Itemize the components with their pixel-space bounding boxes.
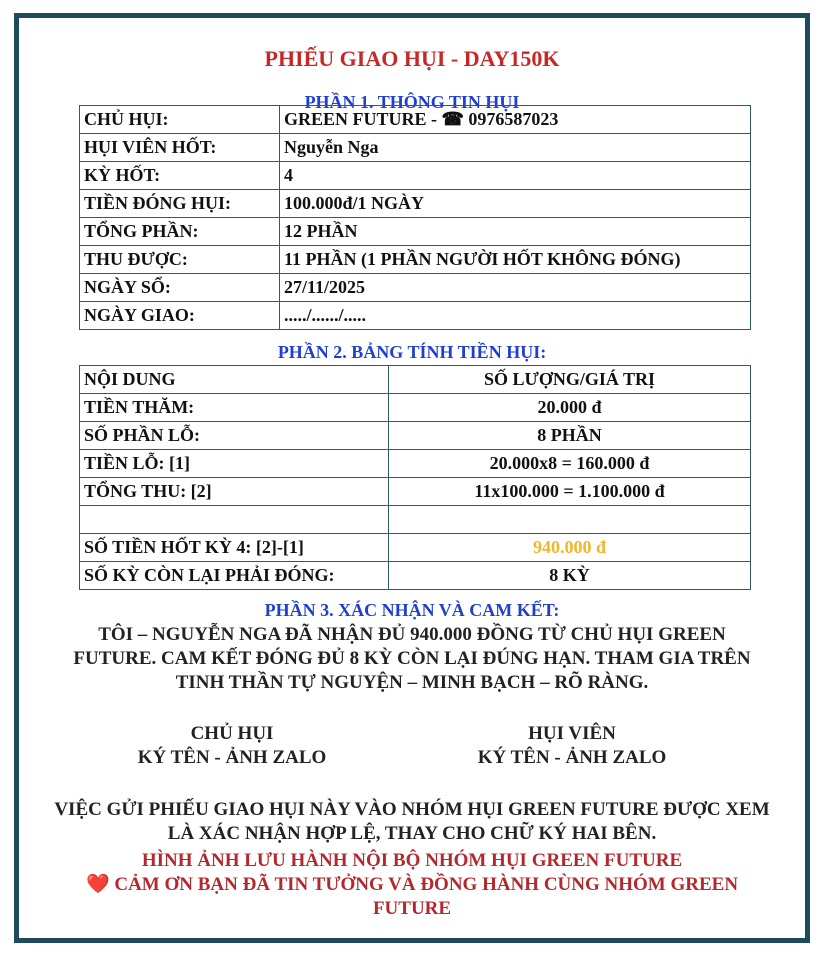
- info-value: Nguyễn Nga: [280, 134, 751, 162]
- table-row: [80, 394, 751, 422]
- info-value: ...../....../.....: [280, 302, 751, 330]
- footer-internal-use: HÌNH ẢNH LƯU HÀNH NỘI BỘ NHÓM HỤI GREEN FUTURE: [141, 850, 683, 871]
- info-label: NGÀY SỔ:: [80, 274, 280, 302]
- calc-value: 20.000x8 = 160.000 đ: [389, 450, 751, 478]
- column-header-content: NỘI DUNG: [80, 366, 389, 394]
- member-signature-block: [422, 722, 722, 770]
- calc-label: SỐ KỲ CÒN LẠI PHẢI ĐÓNG:: [80, 562, 389, 590]
- info-value: 27/11/2025: [280, 274, 751, 302]
- document-frame: [14, 13, 810, 943]
- table-row: [80, 134, 751, 162]
- info-label: NGÀY GIAO:: [80, 302, 280, 330]
- calc-value: 8 KỲ: [389, 562, 751, 590]
- owner-role: CHỦ HỤI: [190, 723, 274, 744]
- info-value: 4: [280, 162, 751, 190]
- info-label: THU ĐƯỢC:: [80, 246, 280, 274]
- member-sign-label: KÝ TÊN - ẢNH ZALO: [477, 747, 667, 768]
- owner-sign-label: KÝ TÊN - ẢNH ZALO: [137, 747, 327, 768]
- document-title: PHIẾU GIAO HỤI - DAY150K: [264, 46, 560, 71]
- confirmation-text: TÔI – NGUYỄN NGA ĐÃ NHẬN ĐỦ 940.000 ĐỒNG TỪ CHỦ HỤI GREEN FUTURE. CAM KẾT ĐÓNG ĐỦ 8 KỲ CÒN LẠI ĐÚNG HẠN. THAM GIA TRÊN TINH THẦN TỰ NGUYỆN – MINH BẠCH – RÕ RÀNG.: [73, 624, 751, 693]
- footer: [49, 849, 775, 921]
- calc-label: SỐ TIỀN HỐT KỲ 4: [2]-[1]: [80, 534, 389, 562]
- table-row-empty: [80, 506, 751, 534]
- info-value: 100.000đ/1 NGÀY: [280, 190, 751, 218]
- section1-heading: PHẦN 1. THÔNG TIN HỤI: [304, 92, 520, 112]
- payout-amount: 940.000 đ: [389, 534, 751, 562]
- table-row: [80, 534, 751, 562]
- table-row: [80, 246, 751, 274]
- info-label: CHỦ HỤI:: [80, 106, 280, 134]
- calc-label: TIỀN LỖ: [1]: [80, 450, 389, 478]
- calc-value: 8 PHẦN: [389, 422, 751, 450]
- info-label: HỤI VIÊN HỐT:: [80, 134, 280, 162]
- table-header-row: [80, 366, 751, 394]
- table-row: [80, 218, 751, 246]
- calc-label: TỔNG THU: [2]: [80, 478, 389, 506]
- calc-value: 11x100.000 = 1.100.000 đ: [389, 478, 751, 506]
- calc-label: [80, 506, 389, 534]
- table-row: [80, 478, 751, 506]
- table-row: [80, 422, 751, 450]
- info-value: 12 PHẦN: [280, 218, 751, 246]
- table-row: [80, 562, 751, 590]
- table-row: [80, 162, 751, 190]
- member-role: HỤI VIÊN: [528, 723, 616, 744]
- info-label: TỔNG PHẦN:: [80, 218, 280, 246]
- calc-value: 20.000 đ: [389, 394, 751, 422]
- info-label: KỲ HỐT:: [80, 162, 280, 190]
- calc-label: TIỀN THĂM:: [80, 394, 389, 422]
- calc-label: SỐ PHẦN LỖ:: [80, 422, 389, 450]
- info-table: [79, 105, 751, 330]
- section3-heading: PHẦN 3. XÁC NHẬN VÀ CAM KẾT:: [264, 600, 560, 620]
- footer-thanks: ❤️ CẢM ƠN BẠN ĐÃ TIN TƯỞNG VÀ ĐỒNG HÀNH CÙNG NHÓM GREEN FUTURE: [85, 874, 739, 919]
- table-row: [80, 302, 751, 330]
- table-row: [80, 106, 751, 134]
- calc-value: [389, 506, 751, 534]
- validity-note: VIỆC GỬI PHIẾU GIAO HỤI NÀY VÀO NHÓM HỤI GREEN FUTURE ĐƯỢC XEM LÀ XÁC NHẬN HỢP LỆ, THAY CHO CHỮ KÝ HAI BÊN.: [54, 799, 770, 844]
- info-value: 11 PHẦN (1 PHẦN NGƯỜI HỐT KHÔNG ĐÓNG): [280, 246, 751, 274]
- info-value: GREEN FUTURE - ☎ 0976587023: [280, 106, 751, 134]
- calculation-table: [79, 365, 751, 590]
- table-row: [80, 274, 751, 302]
- column-header-value: SỐ LƯỢNG/GIÁ TRỊ: [389, 366, 751, 394]
- owner-signature-block: [82, 722, 382, 770]
- table-row: [80, 190, 751, 218]
- table-row: [80, 450, 751, 478]
- section2-heading: PHẦN 2. BẢNG TÍNH TIỀN HỤI:: [277, 342, 547, 362]
- info-label: TIỀN ĐÓNG HỤI:: [80, 190, 280, 218]
